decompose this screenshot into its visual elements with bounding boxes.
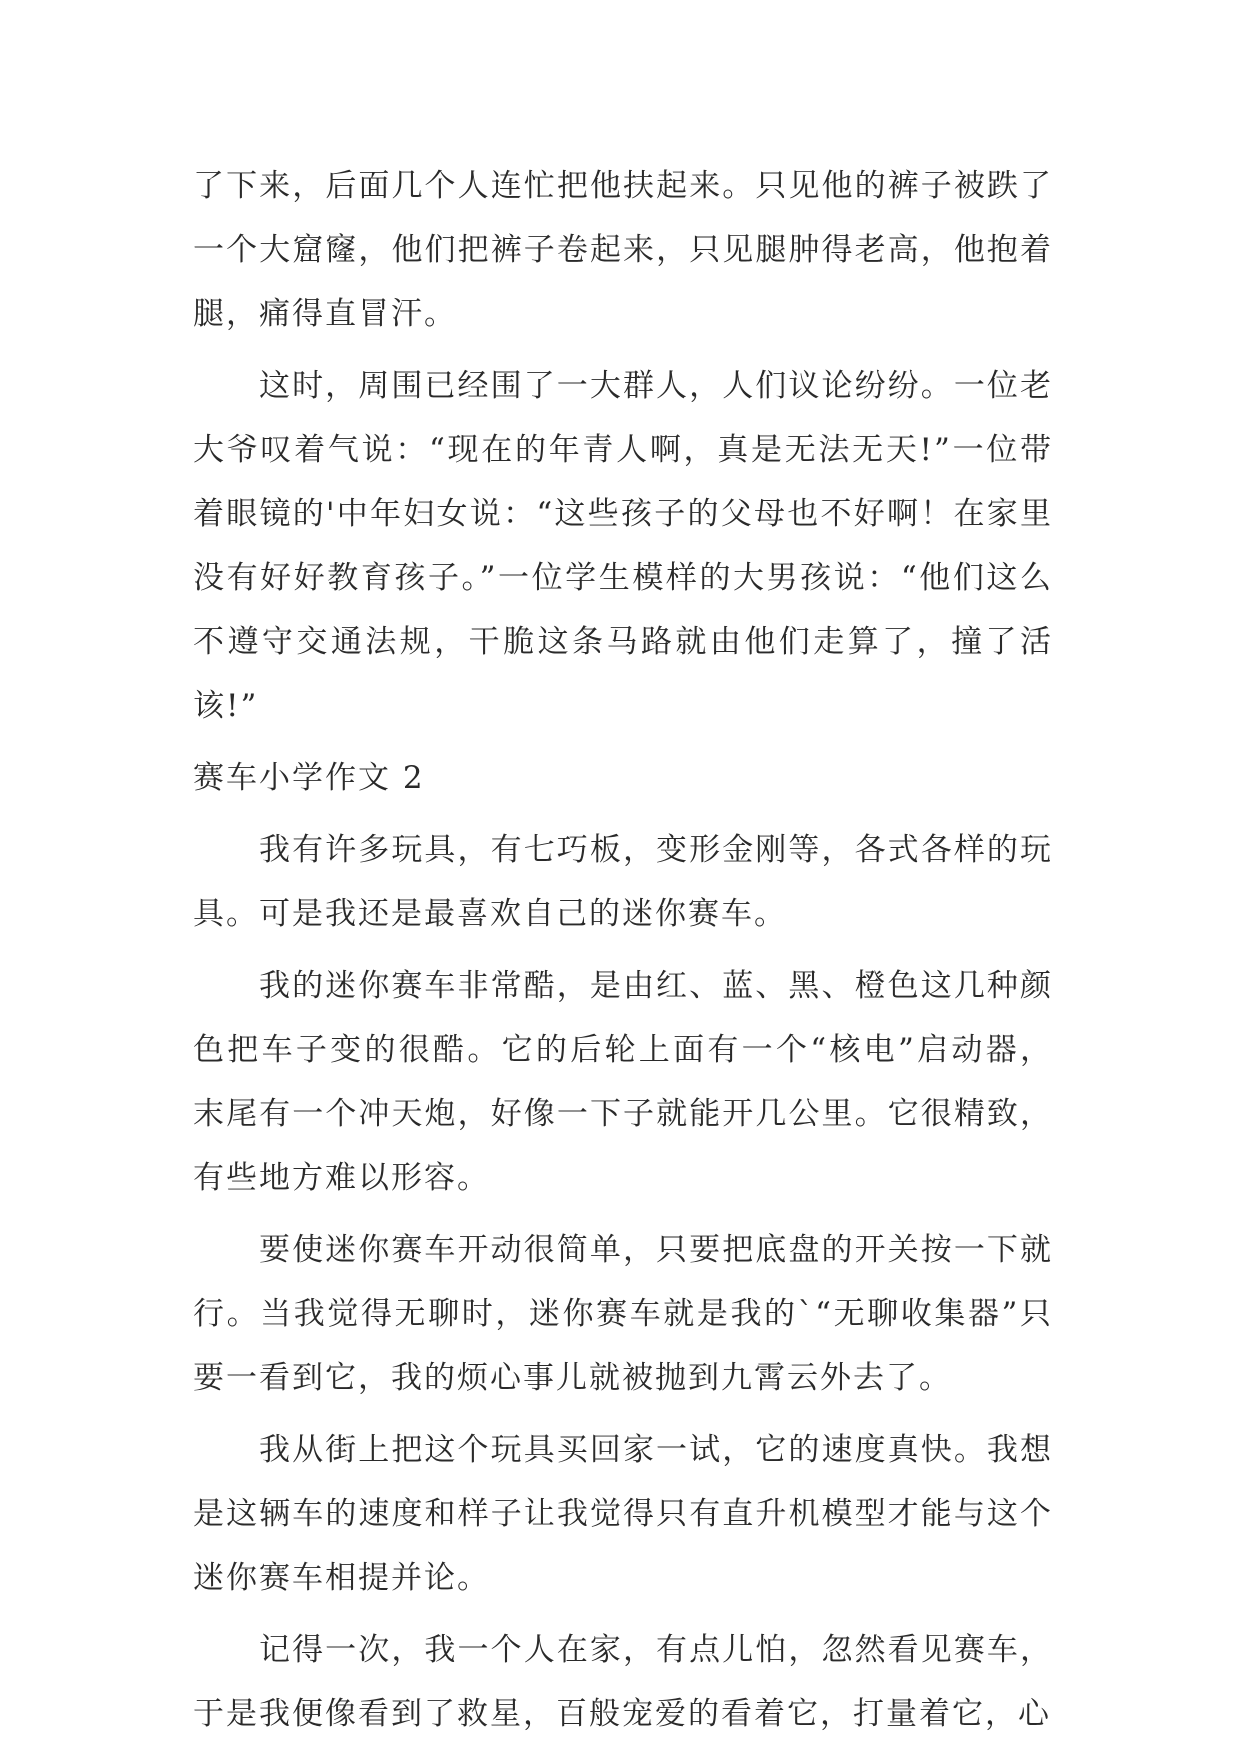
section-heading: 赛车小学作文 2 xyxy=(193,760,425,796)
paragraph-6: 我从街上把这个玩具买回家一试，它的速度真快。我想是这辆车的速度和样子让我觉得只有直升机模型才能与这个迷你赛车相提并论。 xyxy=(193,1432,1053,1596)
paragraph-4: 我的迷你赛车非常酷，是由红、蓝、黑、橙色这几种颜色把车子变的很酷。它的后轮上面有一个“核电”启动器，末尾有一个冲天炮，好像一下子就能开几公里。它很精致，有些地方难以形容。 xyxy=(193,968,1053,1196)
paragraph-1: 了下来，后面几个人连忙把他扶起来。只见他的裤子被跌了一个大窟窿，他们把裤子卷起来，只见腿肿得老高，他抱着腿，痛得直冒汗。 xyxy=(193,168,1053,332)
document-page xyxy=(193,154,1053,1754)
paragraph-3: 我有许多玩具，有七巧板，变形金刚等，各式各样的玩具。可是我还是最喜欢自己的迷你赛车。 xyxy=(193,832,1053,932)
paragraph-7: 记得一次，我一个人在家，有点儿怕，忽然看见赛车，于是我便像看到了救星，百般宠爱的看着它，打量着它，心 xyxy=(193,1632,1053,1732)
paragraph-5: 要使迷你赛车开动很简单，只要把底盘的开关按一下就行。当我觉得无聊时，迷你赛车就是我的`“无聊收集器”只要一看到它，我的烦心事儿就被抛到九霄云外去了。 xyxy=(193,1232,1053,1396)
paragraph-2: 这时，周围已经围了一大群人，人们议论纷纷。一位老大爷叹着气说：“现在的年青人啊，真是无法无天!”一位带着眼镜的'中年妇女说：“这些孩子的父母也不好啊！在家里没有好好教育孩子。”一位学生模样的大男孩说：“他们这么不遵守交通法规，干脆这条马路就由他们走算了，撞了活该!” xyxy=(193,368,1053,724)
